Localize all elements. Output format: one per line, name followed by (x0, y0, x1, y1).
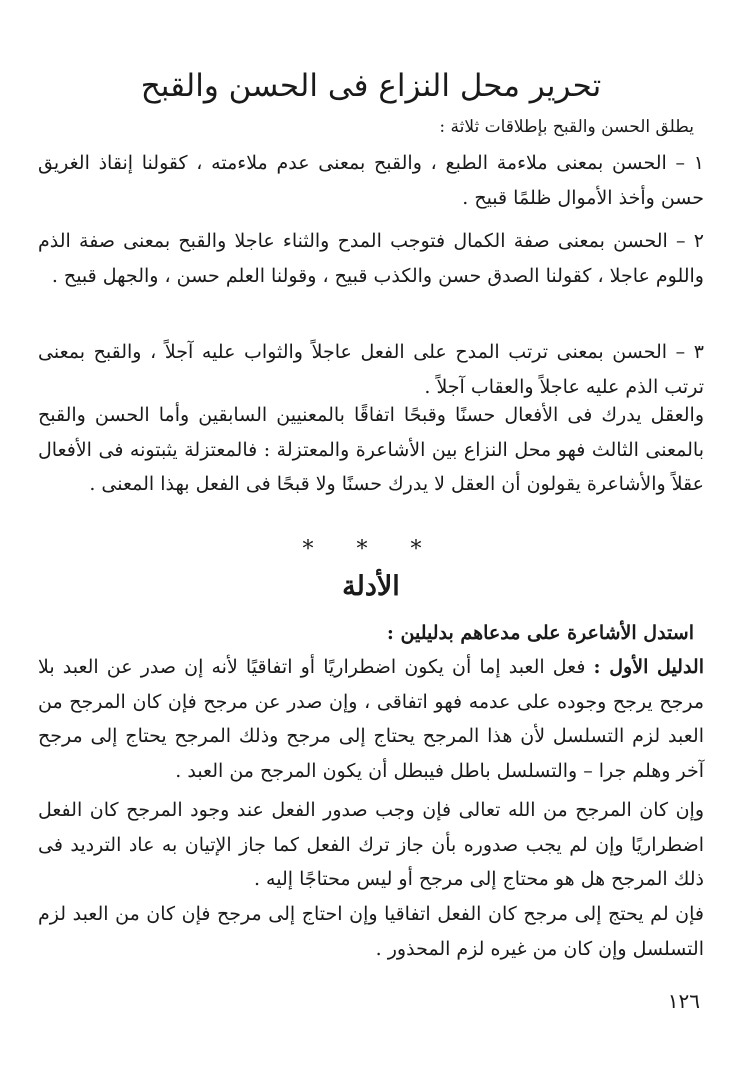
definition-3: ٣ – الحسن بمعنى ترتب المدح على الفعل عاجلاً والثواب عليه آجلاً ، والقبح بمعنى ترتب الذم عليه عاجلاً والعقاب آجلاً . (38, 341, 704, 398)
paragraph-7: فإن لم يحتج إلى مرجح كان الفعل اتفاقيا وإن احتاج إلى مرجح فإن كان من العبد لزم التسلسل وإن كان من غيره لزم المحذور . (38, 903, 704, 960)
intro-line: يطلق الحسن والقبح بإطلاقات ثلاثة : (439, 117, 694, 137)
page-title: تحرير محل النزاع فى الحسن والقبح (140, 68, 602, 104)
first-proof-paragraph (38, 650, 704, 788)
section-heading: الأدلة (342, 571, 400, 602)
paragraph-6: وإن كان المرجح من الله تعالى فإن وجب صدور الفعل عند وجود المرجح كان الفعل اضطراريًا وإن لم يجب صدوره بأن جاز ترك الفعل كما جاز الإتيان به عاد الترديد فى ذلك المرجح هل هو محتاج إلى مرجح أو ليس محتاجًا إليه . (38, 799, 704, 890)
first-proof-text: فعل العبد إما أن يكون اضطراريًا أو اتفاقيًا لأنه إن صدر عن العبد بلا مرجح يرجح وجوده على عدمه فهو اتفاقى ، وإن صدر عن مرجح فإن كان المرجح من العبد لزم التسلسل لأن هذا المرجح يحتاج إلى مرجح وذلك المرجح يحتاج إلى مرجح آخر وهلم جرا – والتسلسل باطل فيبطل أن يكون المرجح من العبد . (38, 656, 704, 782)
page-number: ١٢٦ (667, 989, 700, 1013)
definition-1: ١ – الحسن بمعنى ملاءمة الطبع ، والقبح بمعنى عدم ملاءمته ، كقولنا إنقاذ الغريق حسن وأخذ الأموال ظلمًا قبيح . (38, 152, 704, 209)
first-proof-lead: الدليل الأول : (593, 656, 705, 678)
section-intro: استدل الأشاعرة على مدعاهم بدليلين : (386, 622, 694, 644)
definition-2: ٢ – الحسن بمعنى صفة الكمال فتوجب المدح والثناء عاجلا والقبح بمعنى صفة الذم واللوم عاجلا ، كقولنا الصدق حسن والكذب قبيح ، وقولنا العلم حسن ، والجهل قبيح . (38, 230, 704, 287)
section-separator: * * * (302, 537, 440, 562)
summary-paragraph: والعقل يدرك فى الأفعال حسنًا وقبحًا اتفاقًا بالمعنيين السابقين وأما الحسن والقبح بالمعنى الثالث فهو محل النزاع بين الأشاعرة والمعتزلة : فالمعتزلة يثبتونه فى الأفعال عقلاً والأشاعرة يقولون أن العقل لا يدرك حسنًا ولا قبحًا فى الفعل بهذا المعنى . (38, 404, 704, 495)
